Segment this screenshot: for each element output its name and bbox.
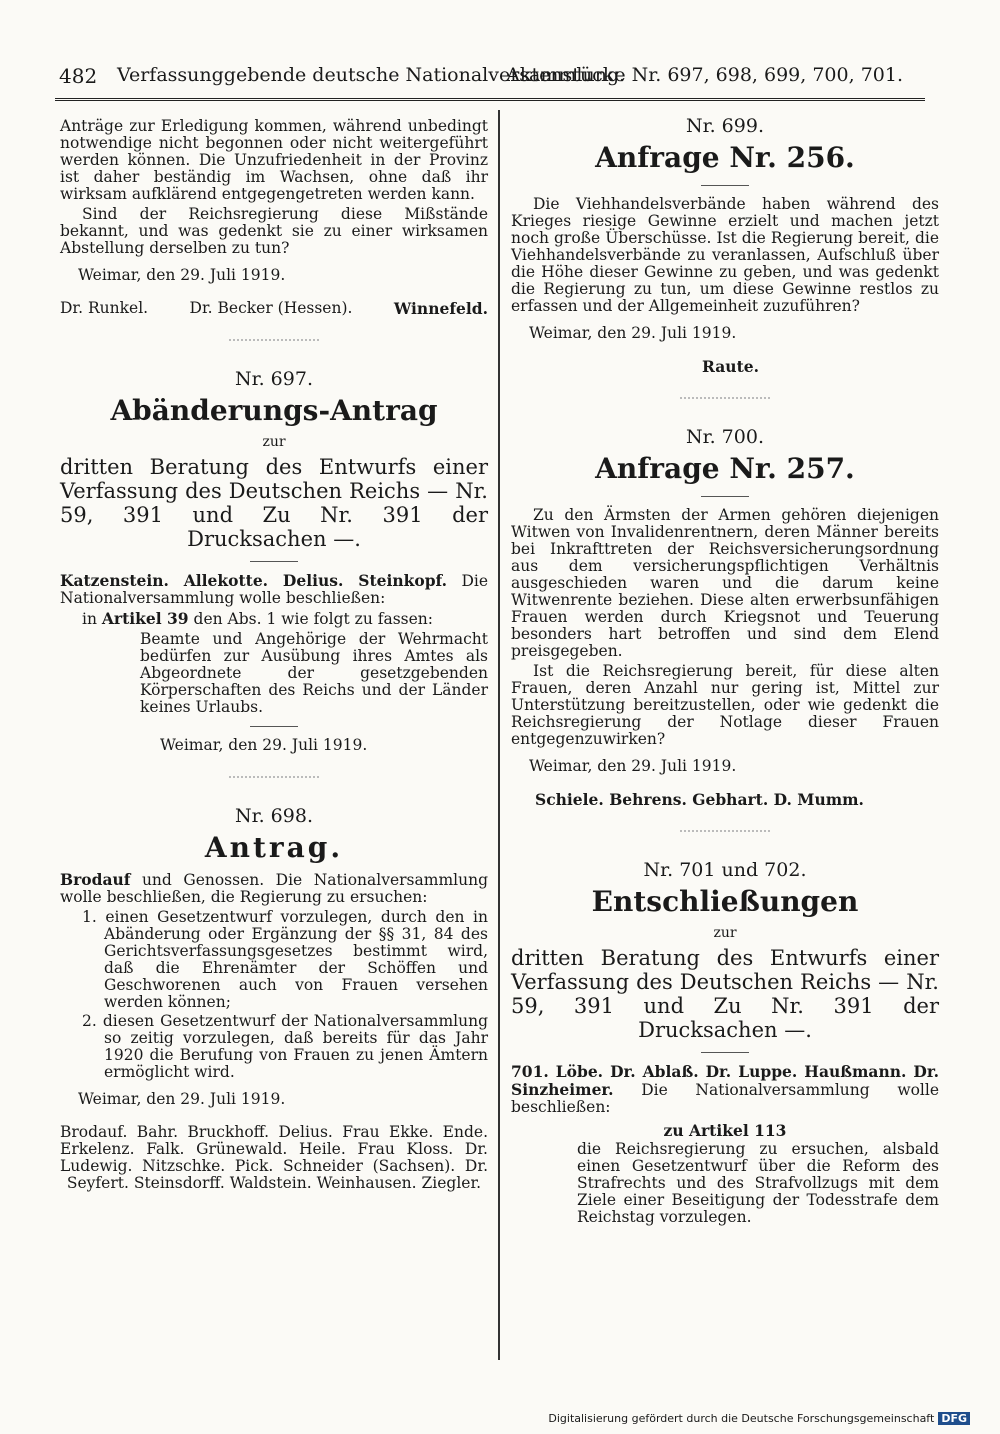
nr-700-heading: Nr. 700. — [685, 426, 764, 448]
separator — [680, 397, 770, 399]
nr-698-heading: Nr. 698. — [234, 805, 313, 827]
article-prefix: in — [82, 610, 97, 628]
separator — [701, 185, 749, 186]
nr-698-name: Brodauf — [60, 870, 131, 889]
separator — [701, 1052, 749, 1053]
dfg-logo: DFG — [938, 1412, 970, 1425]
signature-winnefeld: Winnefeld. — [393, 299, 488, 318]
nr-697-quote: Beamte und Angehörige der Wehrmacht bedürfen zur Ausübung ihres Amtes als Abgeordnete der gesetzgebenden Körperschaften des Reichs und der Länder keines Urlaubs. — [140, 630, 488, 716]
intro-paragraph-1: Anträge zur Erledigung kommen, während unbedingt notwendige nicht begonnen oder nicht weitergeführt werden können. Die Unzufriedenheit in der Provinz ist daher beständig im Wachsen, ohne daß ihr wirksam aufklärend entgegengetreten werden kann. — [60, 117, 488, 203]
separator — [250, 726, 298, 727]
nr-700-date: Weimar, den 29. Juli 1919. — [529, 757, 737, 775]
separator — [229, 776, 319, 778]
intro-paragraph-2: Sind der Reichsregierung diese Mißstände bekannt, und was gedenkt sie zu einer wirksamen Abstellung derselben zu tun? — [60, 205, 488, 257]
nr-700-paragraph-1: Zu den Ärmsten der Armen gehören diejenigen Witwen von Invalidenrentnern, deren Männer bereits bei Inkrafttreten der Reichsversicherungsordnung aus dem versicherungspflichtigen Verhältnis ausgeschieden waren und die darum keine Witwenrente beziehen. Diese alten erwerbsunfähigen Frauen werden durch Kriegsnot und Teuerung besonders hart betroffen und sind dem Elend preisgegeben. — [511, 506, 939, 660]
nr-698-date: Weimar, den 29. Juli 1919. — [78, 1090, 286, 1108]
nr-698-text: und Genossen. Die Nationalversammlung wolle beschließen, die Regierung zu ersuchen: — [60, 871, 488, 906]
nr-700-signatures: Schiele. Behrens. Gebhart. D. Mumm. — [535, 790, 864, 809]
nr-697-zur: zur — [262, 434, 286, 450]
nr-700-title: Anfrage Nr. 257. — [595, 452, 855, 485]
nr-699-title: Anfrage Nr. 256. — [595, 141, 855, 174]
nr-701-names: 701. Löbe. Dr. Ablaß. Dr. Luppe. Haußmann. Dr. Sinzheimer. — [511, 1062, 939, 1099]
nr-697-article-line — [60, 610, 488, 628]
article-suffix: den Abs. 1 wie folgt zu fassen: — [193, 610, 434, 628]
nr-697-motion — [60, 572, 488, 607]
nr-701-zur: zur — [713, 925, 737, 941]
footer-text: Digitalisierung gefördert durch die Deutsche Forschungsgemeinschaft — [548, 1412, 935, 1425]
nr-701-subtitle: dritten Beratung des Entwurfs einer Verfassung des Deutschen Reichs — Nr. 59, 391 und Zu Nr. 391 der Drucksachen —. — [511, 946, 939, 1042]
intro-date: Weimar, den 29. Juli 1919. — [78, 266, 286, 284]
nr-701-title: Entschließungen — [591, 885, 859, 918]
nr-697-date: Weimar, den 29. Juli 1919. — [160, 736, 368, 754]
running-title: Verfassunggebende deutsche Nationalversammlung. — [117, 64, 626, 86]
nr-697-names: Katzenstein. Allekotte. Delius. Steinkopf. — [60, 571, 448, 590]
nr-698-signers: Brodauf. Bahr. Bruckhoff. Delius. Frau Ekke. Ende. Erkelenz. Falk. Grünewald. Heile. Frau Kloss. Dr. Ludewig. Nitzschke. Pick. Schneider (Sachsen). Dr. Seyfert. Steinsdorff. Waldstein. Weinhausen. Ziegler. — [60, 1123, 488, 1192]
intro-signatures — [60, 300, 488, 317]
nr-700-paragraph-2: Ist die Reichsregierung bereit, für diese alten Frauen, deren Anzahl nur gering ist, Mittel zur Unterstützung bereitzustellen, oder wie gedenkt die Reichsregierung der Notlage dieser Frauen entgegenzuwirken? — [511, 662, 939, 748]
nr-701-motion — [511, 1063, 939, 1116]
nr-697-article: Artikel 39 — [101, 609, 189, 628]
nr-699-date: Weimar, den 29. Juli 1919. — [529, 324, 737, 342]
column-divider — [498, 110, 500, 1360]
nr-701-text: Die Nationalversammlung wolle beschließen: — [511, 1081, 939, 1116]
nr-699-signature: Raute. — [702, 357, 759, 376]
signature-runkel: Dr. Runkel. — [60, 299, 149, 317]
separator — [250, 561, 298, 562]
nr-701-body: die Reichsregierung zu ersuchen, alsbald einen Gesetzentwurf über die Reform des Strafrechts und des Strafvollzugs mit dem Ziele einer Beseitigung der Todesstrafe dem Reichstag vorzulegen. — [577, 1140, 939, 1226]
nr-701-article: zu Artikel 113 — [663, 1121, 787, 1140]
nr-699-text: Die Viehhandelsverbände haben während des Krieges riesige Gewinne erzielt und machen jetzt noch große Überschüsse. Ist die Regierung bereit, die Viehhandelsverbände zu veranlassen, Aufschluß über die Höhe dieser Gewinne zu geben, und was gedenkt die Regierung zu tun, um diese Gewinne restlos zu erfassen und der Allgemeinheit zuzuführen? — [511, 195, 939, 315]
nr-701-heading: Nr. 701 und 702. — [643, 859, 807, 881]
nr-697-text: Die Nationalversammlung wolle beschließen: — [60, 572, 488, 607]
footer-credit — [548, 1412, 970, 1425]
document-numbers: Aktenstücke Nr. 697, 698, 699, 700, 701. — [506, 64, 903, 86]
separator — [680, 830, 770, 832]
signature-becker: Dr. Becker (Hessen). — [189, 299, 353, 317]
page-number: 482 — [59, 64, 98, 88]
nr-699-heading: Nr. 699. — [685, 115, 764, 137]
page-header — [55, 58, 925, 101]
nr-698-item-2: 2. diesen Gesetzentwurf der Nationalversammlung so zeitig vorzulegen, daß bereits für das Jahr 1920 die Berufung von Frauen zu jenen Ämtern ermöglicht wird. — [82, 1012, 488, 1081]
nr-698-title: Antrag. — [204, 831, 344, 864]
separator — [229, 339, 319, 341]
nr-698-item-1: 1. einen Gesetzentwurf vorzulegen, durch den in Abänderung oder Ergänzung der §§ 31, 84 des Gerichtsverfassungsgesetzes bestimmt wird, daß die Ehrenämter der Schöffen und Geschworenen auch von Frauen versehen werden können; — [82, 908, 488, 1011]
nr-698-motion — [60, 871, 488, 906]
left-column — [60, 118, 488, 1195]
separator — [701, 496, 749, 497]
nr-697-heading: Nr. 697. — [234, 368, 313, 390]
right-column — [511, 115, 939, 1229]
nr-697-title: Abänderungs-Antrag — [110, 394, 438, 427]
nr-697-subtitle: dritten Beratung des Entwurfs einer Verfassung des Deutschen Reichs — Nr. 59, 391 und Zu Nr. 391 der Drucksachen —. — [60, 455, 488, 551]
